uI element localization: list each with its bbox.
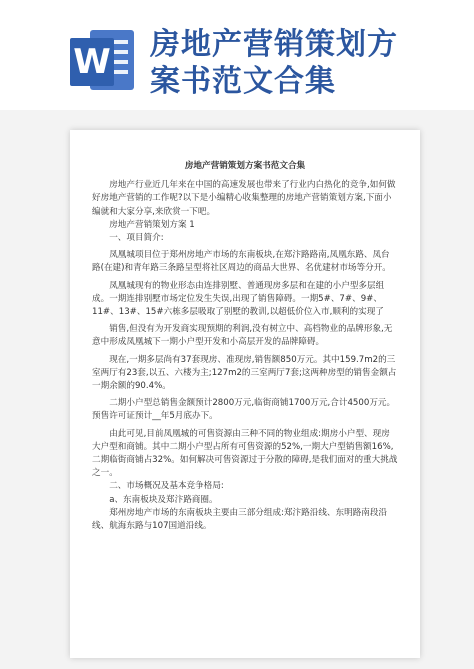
document-paragraph: 房地产营销策划方案 1 xyxy=(109,219,195,230)
document-paragraph: 由此可见,目前凤凰城的可售资源由三种不同的物业组成:期房小户型、现房大户型和商铺。其中二期小户型占所有可售资源的52%,一期大户型销售额16%,二期临街商铺占32%。如何解决可售资源过于分散的障碍,是我们面对的重大挑战之一。 xyxy=(92,428,398,479)
page-title xyxy=(150,26,470,100)
document-title: 房地产营销策划方案书范文合集 xyxy=(184,161,306,171)
word-document-icon xyxy=(70,30,136,94)
document-paragraph: 二期小户型总销售金额预计2800万元,临街商铺1700万元,合计4500万元。预售许可证预计__年5月底办下。 xyxy=(92,398,396,422)
document-paragraph: a、东南板块及郑汴路商圈。 xyxy=(109,494,218,505)
document-paragraph: 凤凰城现有的物业形态由连排别墅、普通现房多层和在建的小户型多层组成。一期连排别墅市场定位发生失误,出现了销售障碍。一期5#、7#、9#、11#、13#、15#六栋多层吸取了别墅的教训,以超低价位入市,顺利的实现了 xyxy=(92,280,385,318)
document-paragraph: 销售,但没有为开发商实现预期的利润,没有树立中、高档物业的品牌形象,无意中形成凤凰城下一期小户型开发和小高层开发的品牌障碍。 xyxy=(92,324,393,348)
document-body xyxy=(92,160,398,533)
document-paragraph: 凤凰城项目位于郑州房地产市场的东南板块,在郑汴路路南,凤凰东路、凤台路(在建)和青年路三条路呈型将社区周边的商品大世界、名优建材市场等分开。 xyxy=(92,250,391,274)
header-banner xyxy=(0,0,474,110)
word-icon-letter: W xyxy=(70,38,114,86)
document-paragraph: 郑州房地产市场的东南板块主要由三部分组成:郑汴路沿线、东明路南段沿线、航海东路与107国道沿线。 xyxy=(92,507,388,532)
page-title-line1: 房地产营销策划方 xyxy=(150,27,398,62)
document-paragraph: 一、项目简介: xyxy=(109,233,164,244)
document-paragraph: 现在,一期多层尚有37套现房、准现房,销售额850万元。其中159.7m2的三室两厅有23套,以五、六楼为主;127m2的三室两厅7套;这两种房型的销售金额占一期余额的90.4%。 xyxy=(92,354,397,392)
page-title-line2: 案书范文合集 xyxy=(150,64,336,99)
document-page xyxy=(70,130,420,658)
document-paragraph: 房地产行业近几年来在中国的高速发展也带来了行业内白热化的竞争,如何做好房地产营销的工作呢?以下是小编精心收集整理的房地产营销策划方案,下面小编就和大家分享,来欣赏一下吧。 xyxy=(92,180,396,217)
document-paragraph: 二、市场概况及基本竞争格局: xyxy=(109,481,224,492)
